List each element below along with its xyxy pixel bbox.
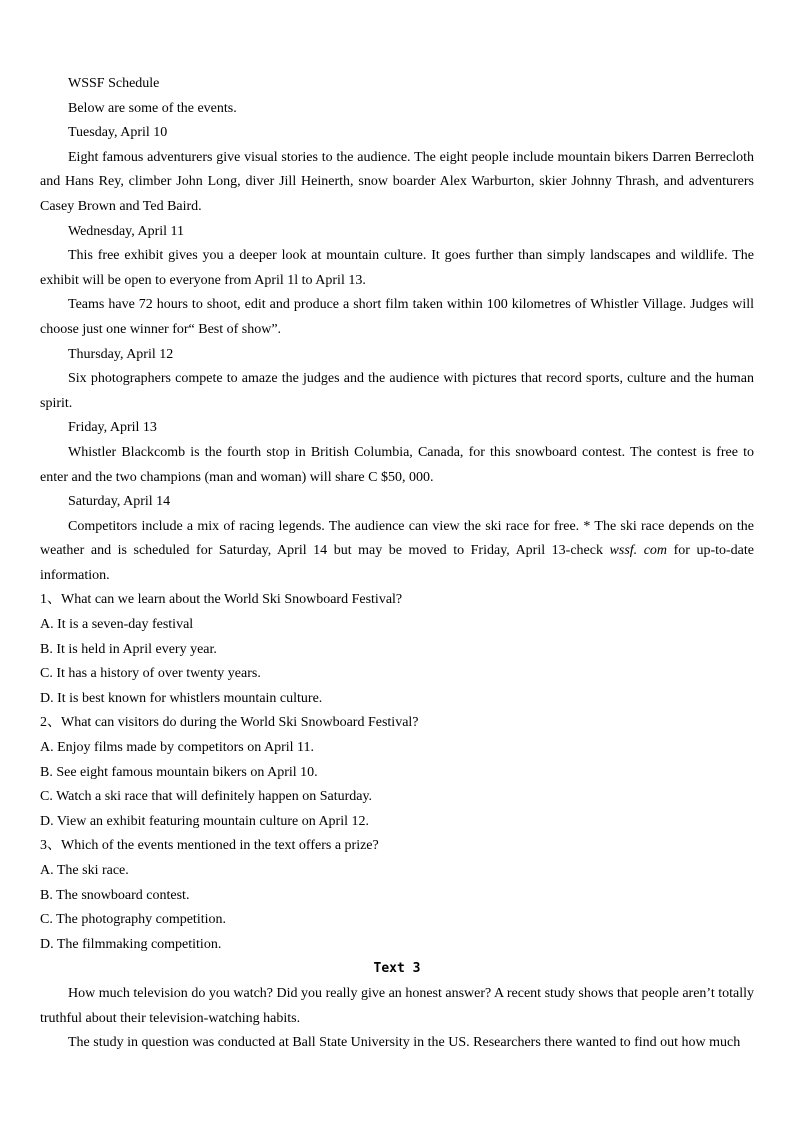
event-body-wednesday-2: Teams have 72 hours to shoot, edit and produce a short film taken within 100 kilometres of Whistler Village. Judges will choose just one winner for“ Best of show”.: [40, 297, 754, 337]
event-body-friday: Whistler Blackcomb is the fourth stop in British Columbia, Canada, for this snowboard contest. The contest is free to enter and the two champions (man and woman) will share C $50, 000.: [40, 444, 754, 485]
event-heading-friday: Friday, April 13: [68, 420, 157, 436]
question-1-text: 1、What can we learn about the World Ski Snowboard Festival?: [40, 592, 403, 608]
text3-paragraph-2: The study in question was conducted at Ball State University in the US. Researchers there wanted to find out how much: [68, 1035, 741, 1051]
question-2-text: 2、What can visitors do during the World Ski Snowboard Festival?: [40, 715, 419, 731]
question-3-option-d: D. The filmmaking competition.: [40, 936, 222, 952]
event-heading-thursday: Thursday, April 12: [68, 346, 174, 362]
question-1-option-a: A. It is a seven-day festival: [40, 617, 194, 633]
question-1-option-b: B. It is held in April every year.: [40, 641, 217, 657]
question-3-option-c: C. The photography competition.: [40, 912, 226, 928]
event-body-tuesday: Eight famous adventurers give visual stories to the audience. The eight people include mountain bikers Darren Berrecloth and Hans Rey, climber John Long, diver Jill Heinerth, snow boarder Alex Warburton, skier Johnny Thrash, and adventurers Casey Brown and Ted Baird.: [40, 149, 754, 214]
schedule-intro: Below are some of the events.: [68, 100, 237, 116]
question-2-option-b: B. See eight famous mountain bikers on April 10.: [40, 764, 318, 780]
question-3-text: 3、Which of the events mentioned in the text offers a prize?: [40, 838, 379, 854]
question-3-option-a: A. The ski race.: [40, 863, 129, 878]
question-1-option-c: C. It has a history of over twenty years.: [40, 666, 261, 682]
saturday-text-pre: Competitors include a mix of racing legends. The audience can view the ski race for free. * The ski race depends on the weather and is scheduled for Saturday, April 14 but may be moved to Friday, April 13-check: [40, 518, 754, 559]
question-2-option-d: D. View an exhibit featuring mountain culture on April 12.: [40, 813, 369, 829]
event-body-saturday: [40, 515, 754, 589]
event-body-thursday: Six photographers compete to amaze the judges and the audience with pictures that record sports, culture and the human spirit.: [40, 371, 754, 411]
question-3-option-b: B. The snowboard contest.: [40, 887, 190, 903]
saturday-text-post: for up-to-date information.: [40, 543, 754, 583]
question-2-option-c: C. Watch a ski race that will definitely happen on Saturday.: [40, 789, 373, 805]
event-heading-saturday: Saturday, April 14: [68, 494, 171, 510]
question-1-option-d: D. It is best known for whistlers mountain culture.: [40, 690, 323, 706]
event-heading-tuesday: Tuesday, April 10: [68, 125, 168, 141]
event-heading-wednesday: Wednesday, April 11: [68, 223, 185, 239]
schedule-title: WSSF Schedule: [68, 76, 160, 91]
saturday-website-name: wssf. com: [609, 543, 668, 559]
event-body-wednesday-1: This free exhibit gives you a deeper look at mountain culture. It goes further than simply landscapes and wildlife. The exhibit will be open to everyone from April 1l to April 13.: [40, 248, 754, 288]
text3-paragraph-1: How much television do you watch? Did you really give an honest answer? A recent study shows that people aren’t totally truthful about their television-watching habits.: [40, 985, 754, 1026]
question-2-option-a: A. Enjoy films made by competitors on April 11.: [40, 740, 315, 756]
text3-heading: Text 3: [373, 961, 421, 977]
